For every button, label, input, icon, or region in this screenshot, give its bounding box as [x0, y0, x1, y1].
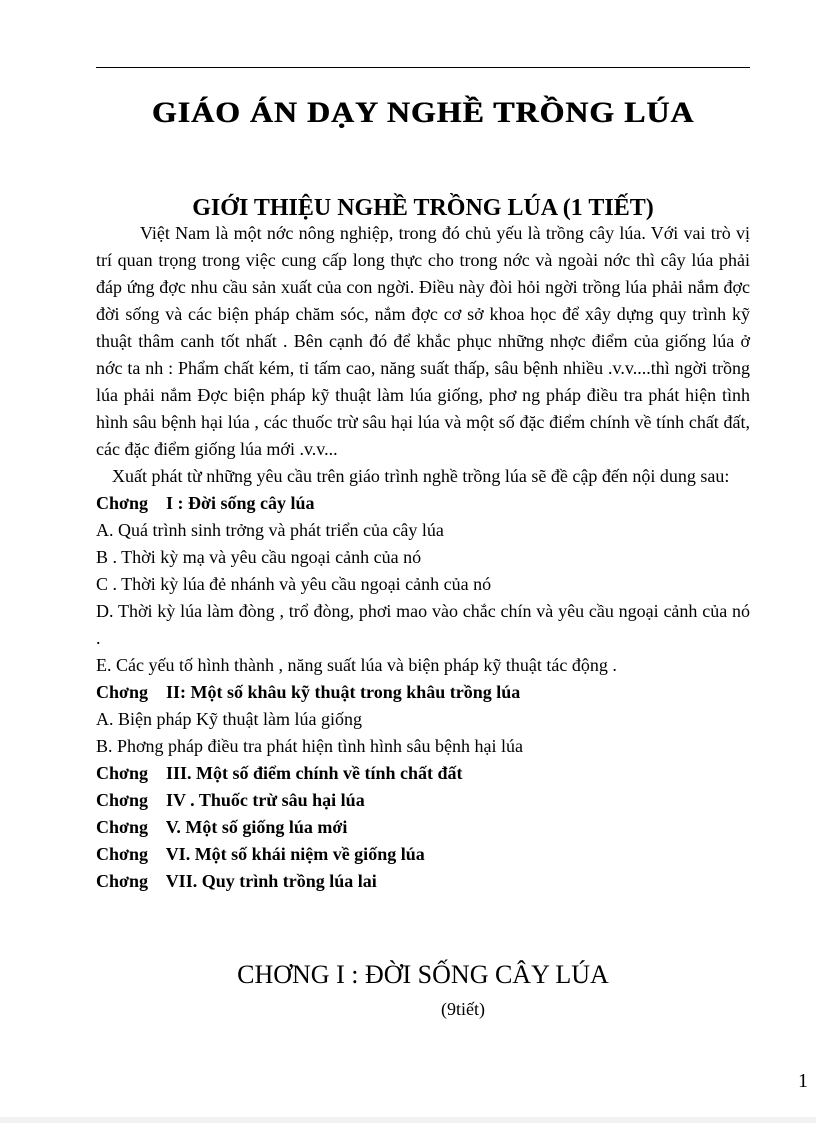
- toc-chapter-label: Chơng: [96, 871, 148, 891]
- toc-chapter-text: III. Một số điểm chính về tính chất đất: [166, 763, 463, 783]
- toc-chapter-text: V. Một số giống lúa mới: [165, 817, 348, 837]
- toc-chapter-label: Chơng: [96, 682, 148, 702]
- toc-chapter: [96, 490, 750, 517]
- toc-chapter: [96, 868, 750, 895]
- toc-chapter-text: I : Đời sống cây lúa: [166, 493, 315, 513]
- table-of-contents: [96, 490, 750, 895]
- toc-chapter: [96, 814, 750, 841]
- toc-chapter-label: Chơng: [96, 493, 148, 513]
- toc-item: A. Quá trình sinh trởng và phát triển của cây lúa: [96, 520, 444, 540]
- toc-item: D. Thời kỳ lúa làm đòng , trổ đòng, phơi mao vào chắc chín và yêu cầu ngoại cảnh của nó .: [96, 601, 750, 648]
- page-number: 1: [798, 1070, 808, 1092]
- toc-chapter: [96, 679, 750, 706]
- body-text: [96, 220, 750, 895]
- page-bottom-band: [0, 1117, 816, 1123]
- toc-chapter-text: IV . Thuốc trừ sâu hại lúa: [166, 790, 365, 810]
- toc-item: B. Phơng pháp điều tra phát hiện tình hình sâu bệnh hại lúa: [96, 736, 523, 756]
- toc-item: C . Thời kỳ lúa đẻ nhánh và yêu cầu ngoại cảnh của nó: [96, 574, 492, 594]
- toc-item: B . Thời kỳ mạ và yêu cầu ngoại cảnh của nó: [96, 547, 422, 567]
- header-rule: [96, 67, 750, 68]
- section-title: GIỚI THIỆU NGHỀ TRỒNG LÚA (1 TIẾT): [192, 195, 654, 221]
- toc-chapter-label: Chơng: [96, 844, 148, 864]
- toc-chapter: [96, 760, 750, 787]
- document-title: GIÁO ÁN DẠY NGHỀ TRỒNG LÚA: [151, 96, 695, 129]
- intro-paragraph: Việt Nam là một nớc nông nghiệp, trong đó chủ yếu là trồng cây lúa. Với vai trò vị trí quan trọng trong việc cung cấp long thực cho trong nớc và ngoài nớc thì cây lúa phải đáp ứng đợc nhu cầu sản xuất của con ngời. Điều này đòi hỏi ngời trồng lúa phải nắm đợc đời sống và các biện pháp chăm sóc, nắm đợc cơ sở khoa học để xây dựng quy trình kỹ thuật thâm canh tốt nhất . Bên cạnh đó để khắc phục những nhợc điểm của giống lúa ở nớc ta nh : Phẩm chất kém, tỉ tấm cao, năng suất thấp, sâu bệnh nhiều .v.v....thì ngời trồng lúa phải nắm Đợc biện pháp kỹ thuật làm lúa giống, phơ ng pháp điều tra phát hiện tình hình sâu bệnh hại lúa , các thuốc trừ sâu hại lúa và một số đặc điểm chính về tính chất đất, các đặc điểm giống lúa mới .v.v...: [96, 223, 750, 459]
- toc-item: A. Biện pháp Kỹ thuật làm lúa giống: [96, 709, 362, 729]
- chapter-title: CHƠNG I : ĐỜI SỐNG CÂY LÚA: [237, 960, 609, 989]
- intro-paragraph-2: Xuất phát từ những yêu cầu trên giáo trình nghề trồng lúa sẽ đề cập đến nội dung sau:: [112, 466, 730, 486]
- toc-chapter-label: Chơng: [96, 817, 148, 837]
- toc-chapter-text: II: Một số khâu kỹ thuật trong khâu trồng lúa: [166, 682, 521, 702]
- toc-chapter: [96, 841, 750, 868]
- toc-chapter-text: VI. Một số khái niệm về giống lúa: [165, 844, 425, 864]
- toc-item: E. Các yếu tố hình thành , năng suất lúa và biện pháp kỹ thuật tác động .: [96, 655, 617, 675]
- toc-chapter: [96, 787, 750, 814]
- toc-chapter-label: Chơng: [96, 790, 148, 810]
- chapter-subtitle: (9tiết): [441, 999, 485, 1019]
- toc-chapter-text: VII. Quy trình trồng lúa lai: [165, 871, 377, 891]
- toc-chapter-label: Chơng: [96, 763, 148, 783]
